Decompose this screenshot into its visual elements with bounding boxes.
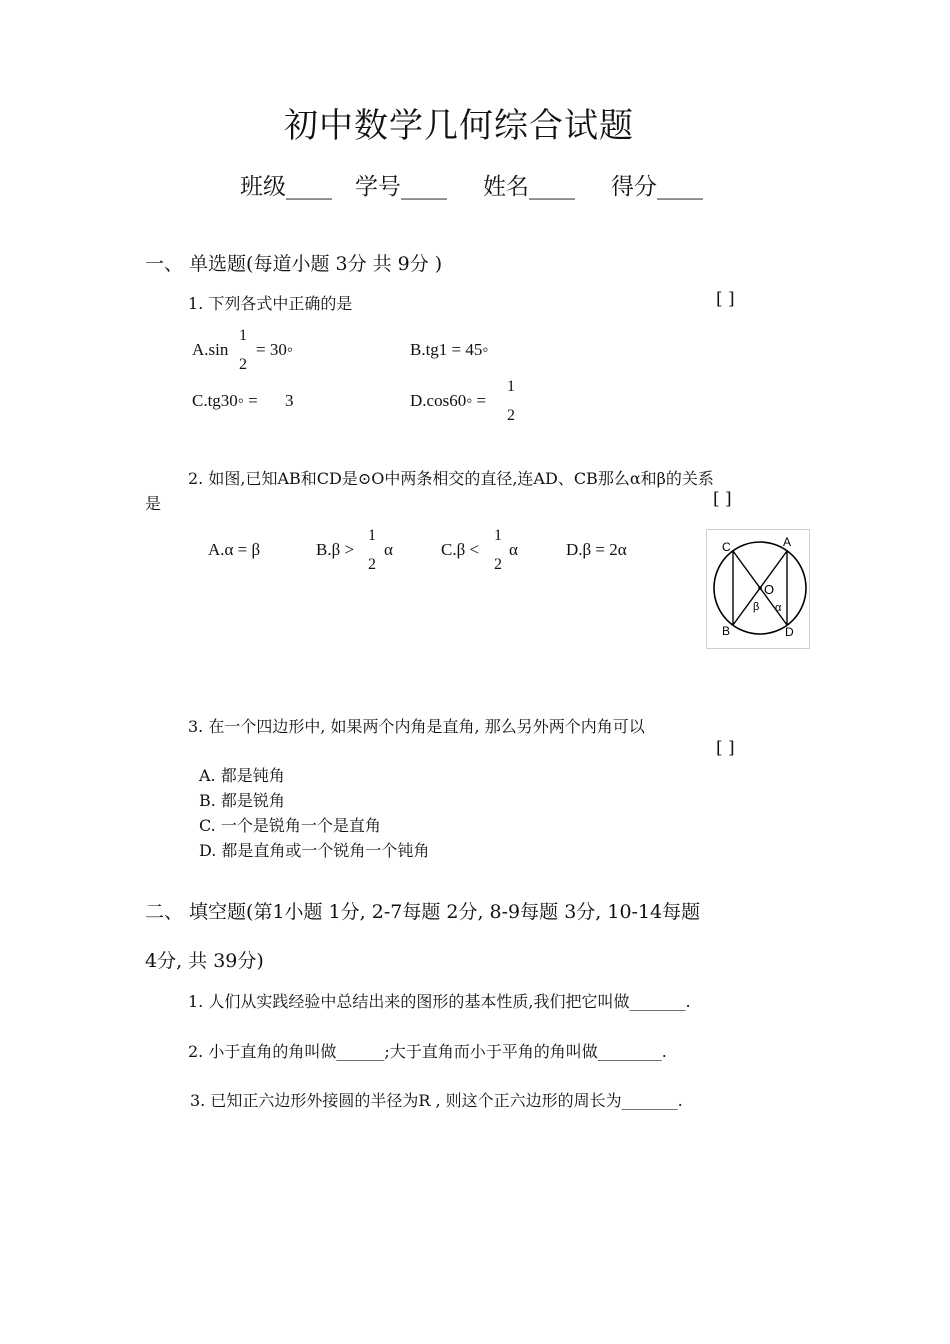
- q1-stem: 1. 下列各式中正确的是: [188, 294, 353, 313]
- q2-option-b-denominator: 2: [368, 556, 376, 573]
- q1-answer-bracket: [ ]: [716, 289, 735, 309]
- q2-option-a: A.α = β: [208, 540, 261, 559]
- q1-option-c-value: 3: [285, 391, 294, 410]
- section1-heading: 一、 单选题(每道小题 3分 共 9分 ): [145, 253, 443, 275]
- label-a: A: [783, 535, 792, 549]
- q1-option-d-prefix: D.cos60◦ =: [410, 391, 487, 410]
- q1-option-a-suffix: = 30◦: [256, 340, 293, 359]
- class-field-label: 班级____: [240, 174, 332, 200]
- section2-heading-line2: 4分, 共 39分): [145, 950, 264, 972]
- q3-option-c: C. 一个是锐角一个是直角: [199, 816, 381, 835]
- q1-option-b: B.tg1 = 45◦: [410, 340, 489, 359]
- q2-answer-bracket: [ ]: [713, 489, 732, 509]
- q3-option-a: A. 都是钝角: [199, 766, 285, 785]
- q2-option-b-prefix: B.β >: [316, 540, 355, 559]
- q2-option-c-prefix: C.β <: [441, 540, 480, 559]
- q2-option-d: D.β = 2α: [566, 540, 627, 559]
- circle-diameters-figure: [706, 529, 810, 649]
- student-number-label: 学号____: [355, 174, 447, 200]
- q1-option-a-prefix: A.sin: [192, 340, 229, 359]
- section2-heading-line1: 二、 填空题(第1小题 1分, 2-7每题 2分, 8-9每题 3分, 10-14每题: [145, 901, 701, 923]
- fill-q1: 1. 人们从实践经验中总结出来的图形的基本性质,我们把它叫做_______.: [188, 992, 691, 1011]
- label-b: B: [722, 624, 731, 638]
- label-o: O: [764, 582, 775, 597]
- q3-answer-bracket: [ ]: [716, 738, 735, 758]
- q2-option-c-suffix: α: [509, 540, 518, 559]
- label-d: D: [785, 625, 794, 639]
- score-field-label: 得分____: [611, 174, 703, 200]
- q1-option-c-prefix: C.tg30◦ =: [192, 391, 258, 410]
- fill-q2: 2. 小于直角的角叫做______;大于直角而小于平角的角叫做________.: [188, 1042, 667, 1061]
- label-alpha: α: [775, 602, 782, 614]
- q2-option-c-denominator: 2: [494, 556, 502, 573]
- q1-option-d-denominator: 2: [507, 407, 515, 424]
- q2-stem-line1: 2. 如图,已知AB和CD是⊙O中两条相交的直径,连AD、CB那么α和β的关系: [188, 469, 714, 488]
- label-beta: β: [753, 601, 760, 613]
- q2-stem-line2: 是: [145, 494, 162, 513]
- q2-option-b-suffix: α: [384, 540, 393, 559]
- q2-option-b-numerator: 1: [368, 527, 376, 544]
- q1-option-d-numerator: 1: [507, 378, 515, 395]
- q3-option-d: D. 都是直角或一个锐角一个钝角: [199, 841, 430, 860]
- fill-q3: 3. 已知正六边形外接圆的半径为R , 则这个正六边形的周长为_______.: [190, 1091, 683, 1110]
- label-c: C: [722, 540, 731, 554]
- page-title: 初中数学几何综合试题: [284, 106, 634, 146]
- q2-option-c-numerator: 1: [494, 527, 502, 544]
- q1-option-a-numerator: 1: [239, 327, 247, 344]
- q3-stem: 3. 在一个四边形中, 如果两个内角是直角, 那么另外两个内角可以: [188, 717, 645, 736]
- q1-option-a-denominator: 2: [239, 356, 247, 373]
- name-field-label: 姓名____: [483, 174, 575, 200]
- q3-option-b: B. 都是锐角: [199, 791, 285, 810]
